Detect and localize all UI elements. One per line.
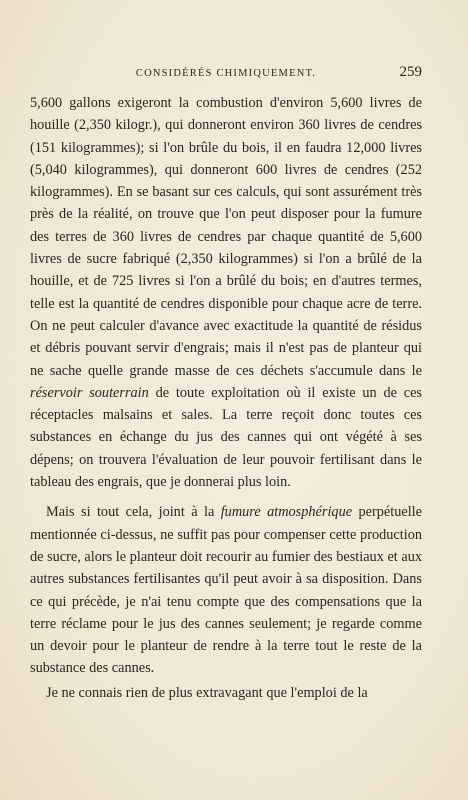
paragraph-1-text-end: de toute exploitation où il existe un de ces réceptacles malsains et sales. La terre reçoit donc toutes ces substances en échange du jus des cannes qui ont végété à ses dépens; on trouvera l'évaluation de leur pouvoir fertilisant dans le tableau des engrais, que je donnerai plus loin.	[30, 384, 422, 491]
paragraph-1-emphasis: réservoir souterrain	[30, 384, 149, 401]
page-header	[30, 64, 422, 84]
running-title: CONSIDÉRÉS CHIMIQUEMENT.	[135, 68, 317, 79]
paragraph-1-text: 5,600 gallons exigeront la combustion d'environ 5,600 livres de houille (2,350 kilogr.), qui donneront environ 360 livres de cendres (151 kilogrammes); si l'on brûle du bois, il en faudra 12,000 livres (5,040 kilogrammes), qui donneront 600 livres de cendres (252 kilogrammes). En se basant sur ces calculs, qui sont assurément très près de la réalité, on trouve que l'on peut disposer pour la fumure des terres de 360 livres de cendres par chaque quantité de 5,600 livres de sucre fabriqué (2,350 kilogrammes) si l'on a brûlé de la houille, et de 725 livres si l'on a brûlé du bois; en d'autres termes, telle est la quantité de cendres disponible pour chaque acre de terre. On ne peut calculer d'avance avec exactitude la quantité de résidus et débris pouvant servir d'engrais; mais il n'est pas de planteur qui ne sache quelle grande masse de ces déchets s'accumule dans le	[30, 95, 422, 379]
paragraph-2	[30, 501, 422, 679]
paragraph-3-text: Je ne connais rien de plus extravagant que l'emploi de la	[46, 684, 368, 701]
body-text	[30, 92, 422, 704]
paragraph-3	[30, 682, 422, 704]
paragraph-2-text-end: perpétuelle mentionnée ci-dessus, ne suffit pas pour compenser cette production de sucre, alors le planteur doit recourir au fumier des bestiaux et aux autres substances fertilisantes qu'il peut avoir à sa disposition. Dans ce qui précède, je n'ai tenu compte que des compensations que la terre réclame pour le jus des cannes seulement; je regarde comme un devoir pour le planteur de rendre à la terre tout le reste de la substance des cannes.	[30, 504, 422, 677]
paragraph-2-emphasis: fumure atmosphérique	[220, 504, 353, 521]
paragraph-2-text: Mais si tout cela, joint à la	[46, 504, 221, 521]
paragraph-1	[30, 92, 422, 493]
page-number: 259	[399, 64, 422, 80]
